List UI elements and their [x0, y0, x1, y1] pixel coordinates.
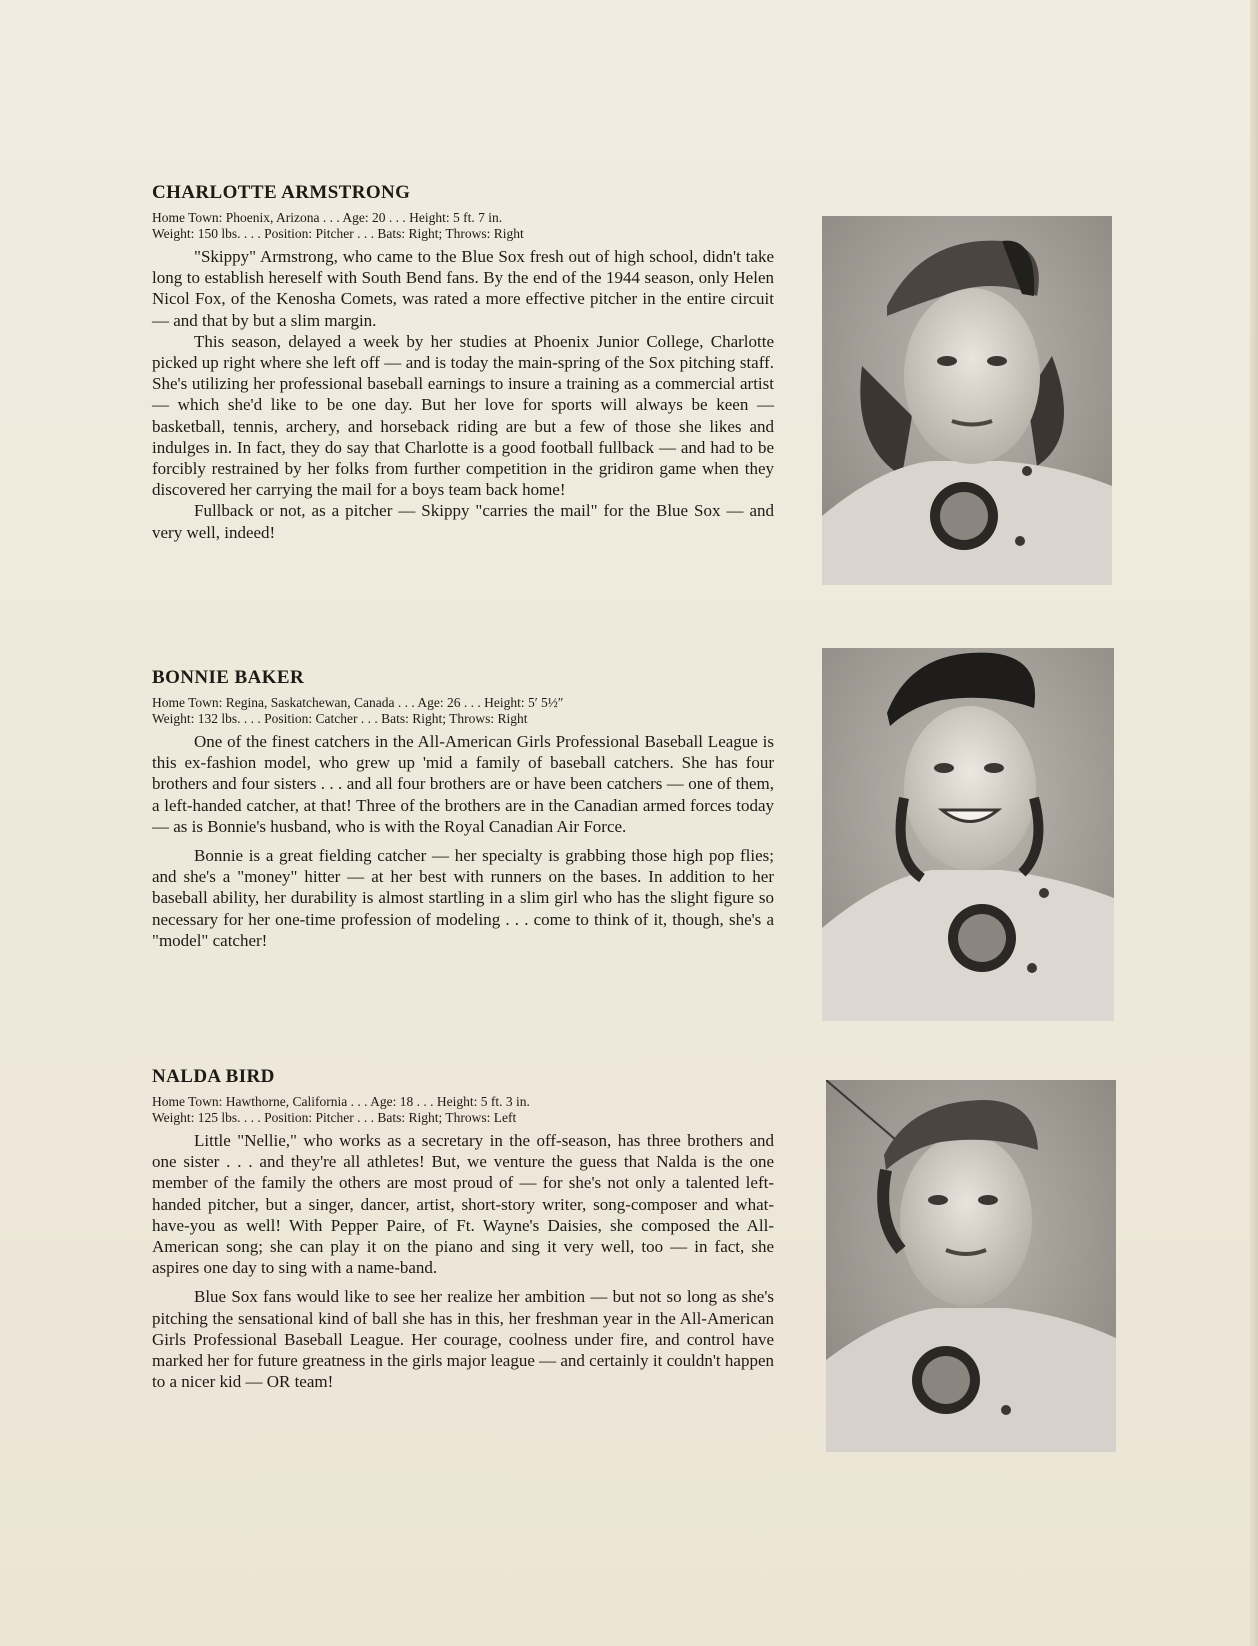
- stats-line-hometown: Home Town: Regina, Saskatchewan, Canada . . . Age: 26 . . . Height: 5′ 5½″: [152, 695, 564, 710]
- bio-paragraph: Fullback or not, as a pitcher — Skippy "carries the mail" for the Blue Sox — and very well, indeed!: [152, 501, 774, 542]
- portrait-illustration: [822, 216, 1112, 585]
- profile-bonnie-baker: [152, 667, 774, 951]
- stats-line-hometown: Home Town: Hawthorne, California . . . Age: 18 . . . Height: 5 ft. 3 in.: [152, 1094, 530, 1109]
- stats-line-weight: Weight: 125 lbs. . . . Position: Pitcher . . . Bats: Right; Throws: Left: [152, 1110, 517, 1125]
- profile-charlotte-armstrong: [152, 182, 774, 543]
- player-name: BONNIE BAKER: [152, 667, 305, 688]
- player-stats: [152, 210, 774, 242]
- bio-paragraph: This season, delayed a week by her studies at Phoenix Junior College, Charlotte picked up right where she left off — and is today the main-spring of the Sox pitching staff. She's utilizing her professional baseball earnings to insure a training as a commercial artist — which she'd like to be one day. But her love for sports will always be keen — basketball, tennis, archery, and horseback riding are but a few of those she likes and indulges in. In fact, they do say that Charlotte is a good football fullback — and had to be forcibly restrained by her folks from further competition in the gridiron game when they discovered her carrying the mail for a boys team back home!: [152, 331, 774, 500]
- player-stats: [152, 1094, 774, 1126]
- bio-paragraph: Bonnie is a great fielding catcher — her specialty is grabbing those high pop flies; and she's a "money" hitter — at her best with runners on the bases. In addition to her baseball ability, her durability is almost startling in a slim girl who has the slight figure so necessary for her one-time profession of modeling . . . come to think of it, though, she's a "model" catcher!: [152, 846, 774, 950]
- stats-line-weight: Weight: 132 lbs. . . . Position: Catcher . . . Bats: Right; Throws: Right: [152, 711, 528, 726]
- stats-line-hometown: Home Town: Phoenix, Arizona . . . Age: 20 . . . Height: 5 ft. 7 in.: [152, 210, 503, 225]
- player-bio: [152, 1130, 774, 1392]
- player-name: NALDA BIRD: [152, 1066, 275, 1087]
- player-stats: [152, 695, 774, 727]
- portrait-illustration: [822, 648, 1114, 1021]
- bio-paragraph: Little "Nellie," who works as a secretary in the off-season, has three brothers and one sister . . . and they're all athletes! But, we venture the guess that Nalda is the one member of the family the others are most proud of — for she's not only a talented left-handed pitcher, but a singer, dancer, artist, short-story writer, song-composer and what-have-you as well! With Pepper Paire, of Ft. Wayne's Daisies, she composed the All-American song; she can play it on the piano and sing it very well, too — in fact, she aspires one day to sing with a name-band.: [152, 1131, 774, 1278]
- player-photo-armstrong: [822, 216, 1112, 585]
- player-photo-baker: [822, 648, 1114, 1021]
- bio-paragraph: One of the finest catchers in the All-American Girls Professional Baseball League is this ex-fashion model, who grew up 'mid a family of baseball catchers. She has four brothers and four sisters . . . and all four brothers are or have been catchers — one of them, a left-handed catcher, at that! Three of the brothers are in the Canadian armed forces today — as is Bonnie's husband, who is with the Royal Canadian Air Force.: [152, 732, 774, 836]
- bio-paragraph: Blue Sox fans would like to see her realize her ambition — but not so long as she's pitching the sensational kind of ball she has in this, her freshman year in the All-American Girls Professional Baseball League. Her courage, coolness under fire, and control have marked her for future greatness in the girls major league — and certainly it couldn't happen to a nicer kid — OR team!: [152, 1287, 774, 1392]
- portrait-illustration: [826, 1080, 1116, 1452]
- player-bio: [152, 731, 774, 951]
- player-bio: [152, 246, 774, 543]
- stats-line-weight: Weight: 150 lbs. . . . Position: Pitcher . . . Bats: Right; Throws: Right: [152, 226, 524, 241]
- page-edge: [1250, 0, 1258, 1646]
- profile-nalda-bird: [152, 1066, 774, 1392]
- bio-paragraph: "Skippy" Armstrong, who came to the Blue Sox fresh out of high school, didn't take long to establish hereself with South Bend fans. By the end of the 1944 season, only Helen Nicol Fox, of the Kenosha Comets, was rated a more effective pitcher in the entire circuit — and that by but a slim margin.: [152, 247, 774, 330]
- player-photo-bird: [826, 1080, 1116, 1452]
- player-name: CHARLOTTE ARMSTRONG: [152, 182, 411, 203]
